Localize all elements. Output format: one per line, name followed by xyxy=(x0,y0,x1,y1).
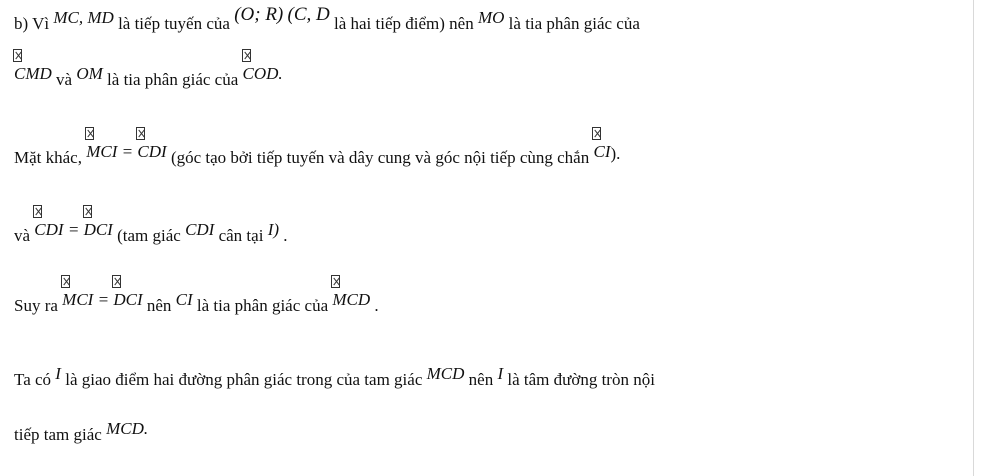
angle-arc: C xyxy=(137,142,148,162)
page-edge-divider xyxy=(973,0,974,476)
text: là giao điểm hai đường phân giác trong của tam giác xyxy=(65,370,423,389)
text: là tia phân giác của xyxy=(107,70,239,89)
math: MC, MD xyxy=(53,8,114,27)
text: nên xyxy=(146,296,172,315)
math: MO xyxy=(477,8,505,27)
angle-arc: C xyxy=(243,64,254,84)
text: . xyxy=(374,296,379,315)
text: cân tại xyxy=(218,226,264,245)
angle-equation: MCI = DCI xyxy=(62,290,142,310)
text: là tâm đường tròn nội xyxy=(507,370,655,389)
math: CI xyxy=(175,290,193,309)
math: MCD. xyxy=(106,419,149,438)
angle-math: MCD xyxy=(332,290,370,310)
text: . xyxy=(283,226,288,245)
angle-math: COD. xyxy=(243,64,283,84)
missing-glyph-icon xyxy=(61,275,70,288)
missing-glyph-icon xyxy=(331,275,340,288)
text: nên xyxy=(468,370,494,389)
paragraph-line-2 xyxy=(14,64,283,90)
angle-equation: MCI = CDI xyxy=(86,142,166,162)
text: là tia phân giác của xyxy=(196,296,329,315)
math: OM xyxy=(76,64,103,83)
angle-arc: M xyxy=(62,290,76,310)
missing-glyph-icon xyxy=(13,49,22,62)
text: ). xyxy=(610,144,621,163)
missing-glyph-icon xyxy=(592,127,601,140)
math: MCD xyxy=(426,364,465,383)
paragraph-line-1 xyxy=(14,4,640,34)
text: Mặt khác, xyxy=(14,148,82,167)
paragraph-line-5 xyxy=(14,290,379,316)
math: I xyxy=(267,220,274,239)
missing-glyph-icon xyxy=(85,127,94,140)
missing-glyph-icon xyxy=(33,205,42,218)
angle-arc: C xyxy=(34,220,45,240)
paragraph-line-4 xyxy=(14,220,288,246)
text: b) Vì xyxy=(14,14,50,33)
text: Suy ra xyxy=(14,296,58,315)
angle-arc: M xyxy=(332,290,346,310)
angle-arc: M xyxy=(86,142,100,162)
missing-glyph-icon xyxy=(83,205,92,218)
math: ) xyxy=(273,220,280,239)
math: CDI xyxy=(185,220,215,239)
text: là tiếp tuyến của xyxy=(118,14,230,33)
arc-symbol: C xyxy=(593,142,604,162)
missing-glyph-icon xyxy=(112,275,121,288)
angle-math: CMD xyxy=(14,64,52,84)
text: (tam giác xyxy=(117,226,181,245)
paragraph-line-3 xyxy=(14,142,621,168)
text: và xyxy=(14,226,31,245)
math: I xyxy=(55,364,61,383)
math: (C, D xyxy=(287,4,330,25)
angle-arc: D xyxy=(113,290,125,310)
paragraph-line-6 xyxy=(14,364,655,390)
text: (góc tạo bởi tiếp tuyến và dây cung và góc nội tiếp cùng chắn xyxy=(170,148,590,167)
math: (O; R) xyxy=(234,4,284,25)
text: và xyxy=(56,70,73,89)
text: là hai tiếp điểm) nên xyxy=(333,14,474,33)
angle-equation: CDI = DCI xyxy=(34,220,113,240)
missing-glyph-icon xyxy=(242,49,251,62)
math: I xyxy=(497,364,504,383)
angle-arc: D xyxy=(84,220,96,240)
text: là tia phân giác của xyxy=(508,14,640,33)
paragraph-line-7 xyxy=(14,419,149,445)
missing-glyph-icon xyxy=(136,127,145,140)
text: Ta có xyxy=(14,370,52,389)
arc-math: CI xyxy=(593,142,610,162)
text: tiếp tam giác xyxy=(14,425,102,444)
angle-arc: C xyxy=(14,64,25,84)
